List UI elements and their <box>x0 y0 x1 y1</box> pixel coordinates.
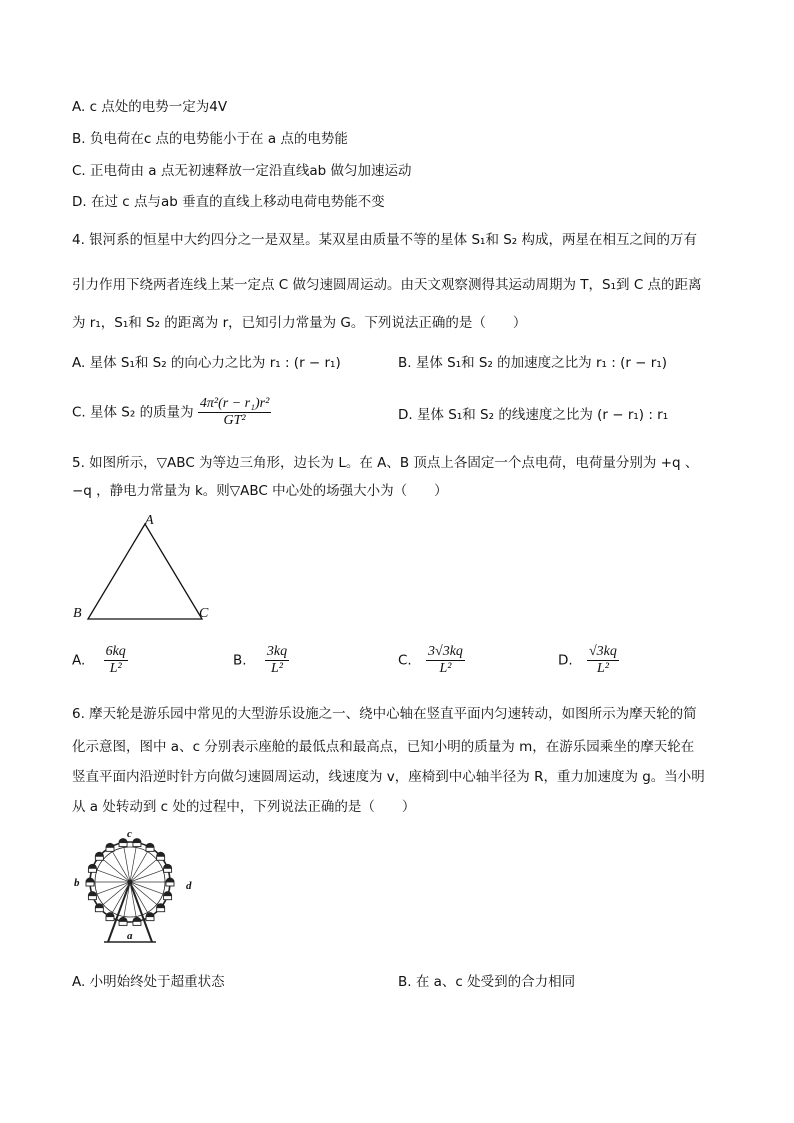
q5-option-a-letter: A. <box>72 652 86 669</box>
q5-option-c-letter: C. <box>398 652 412 669</box>
ferris-cabin-roof <box>163 891 172 896</box>
ferris-cabin-body <box>157 856 165 860</box>
q5-option-b <box>233 644 289 677</box>
q4-option-b: B. 星体 S₁和 S₂ 的加速度之比为 r₁ : (r − r₁) <box>398 355 668 371</box>
ferris-spoke <box>130 856 161 882</box>
ferris-cabin-roof <box>88 864 97 869</box>
q5-stem-line1: 5. 如图所示，▽ABC 为等边三角形，边长为 L。在 A、B 顶点上各固定一个点电荷，电荷量分别为 +q 、 <box>72 455 699 471</box>
q5-option-b-letter: B. <box>233 652 247 669</box>
ferris-label-a: a <box>127 930 133 942</box>
ferris-cabin-roof <box>132 838 141 843</box>
q6-stem-line3: 竖直平面内沿逆时针方向做匀速圆周运动，线速度为 v，座椅到中心轴半径为 R，重力加速度为 g。当小明 <box>72 769 705 785</box>
q5-option-d-numerator: √3kq <box>588 644 617 659</box>
vertex-label-c: C <box>199 606 209 621</box>
q5-option-d <box>558 644 619 677</box>
q4-option-c-denominator: GT² <box>223 413 246 428</box>
q6-stem-line2: 化示意图，图中 a、c 分别表示座舱的最低点和最高点，已知小明的质量为 m，在游乐园乘坐的摩天轮在 <box>72 739 695 755</box>
ferris-cabin-roof <box>106 843 115 848</box>
q4-option-c-numerator: 4π²(r − r₁)r² <box>199 396 270 411</box>
ferris-cabin-body <box>146 847 154 851</box>
ferris-cabin-roof <box>146 843 155 848</box>
ferris-cabin-body <box>157 908 165 912</box>
ferris-cabin-body <box>119 843 127 847</box>
ferris-spoke <box>130 868 168 882</box>
ferris-cabin-body <box>146 917 154 921</box>
q5-option-a-denominator: L² <box>109 661 122 676</box>
q4-option-a: A. 星体 S₁和 S₂ 的向心力之比为 r₁ : (r − r₁) <box>72 355 341 371</box>
q4-stem-line1: 4. 银河系的恒星中大约四分之一是双星。某双星由质量不等的星体 S₁和 S₂ 构成，两星在相互之间的万有 <box>72 232 698 248</box>
ferris-cabin-body <box>95 856 103 860</box>
q5-option-b-denominator: L² <box>270 661 283 676</box>
equilateral-triangle-figure <box>70 512 220 627</box>
ferris-cabin-body <box>133 921 141 925</box>
ferris-cabin-body <box>119 921 127 925</box>
q5-option-c-denominator: L² <box>439 661 452 676</box>
ferris-cabin-body <box>86 882 94 886</box>
ferris-cabin-roof <box>166 878 175 883</box>
q5-option-c-fraction <box>426 644 465 677</box>
prev-option-c: C. 正电荷由 a 点无初速释放一定沿直线ab 做匀加速运动 <box>72 163 412 179</box>
ferris-cabin-roof <box>132 917 141 922</box>
q5-option-b-fraction <box>265 644 289 677</box>
ferris-cabin-roof <box>88 891 97 896</box>
q5-option-d-fraction <box>587 644 619 677</box>
vertex-label-b: B <box>73 606 82 621</box>
q4-stem-line3: 为 r₁，S₁和 S₂ 的距离为 r，已知引力常量为 G。下列说法正确的是（ ） <box>72 315 527 331</box>
prev-option-d: D. 在过 c 点与ab 垂直的直线上移动电荷电势能不变 <box>72 194 385 210</box>
q5-stem-line2: −q ，静电力常量为 k。则▽ABC 中心处的场强大小为（ ） <box>72 483 448 499</box>
ferris-wheel-figure <box>78 830 198 950</box>
ferris-spoke <box>92 882 130 896</box>
q6-option-b: B. 在 a、c 处受到的合力相同 <box>398 974 576 990</box>
ferris-cabin-body <box>88 868 96 872</box>
q5-option-a <box>72 644 128 677</box>
q4-option-c-prefix: C. 星体 S₂ 的质量为 <box>72 404 194 421</box>
q4-stem-line2: 引力作用下绕两者连线上某一定点 C 做匀速圆周运动。由天文观察测得其运动周期为 T，S₁到 C 点的距离 <box>72 277 702 293</box>
ferris-cabin-body <box>164 868 172 872</box>
q6-stem-line4: 从 a 处转动到 c 处的过程中，下列说法正确的是（ ） <box>72 799 416 815</box>
q4-option-c-fraction <box>198 396 271 429</box>
q6-option-a: A. 小明始终处于超重状态 <box>72 974 225 990</box>
q5-option-d-denominator: L² <box>596 661 609 676</box>
ferris-label-d: d <box>186 880 192 892</box>
ferris-cabin-roof <box>119 917 128 922</box>
q4-option-c <box>72 396 271 429</box>
ferris-cabin-body <box>106 847 114 851</box>
prev-option-a: A. c 点处的电势一定为4V <box>72 99 228 115</box>
ferris-cabin-body <box>133 843 141 847</box>
ferris-cabin-body <box>164 896 172 900</box>
q5-option-b-numerator: 3kq <box>266 644 288 659</box>
q5-option-a-numerator: 6kq <box>105 644 126 659</box>
prev-option-b: B. 负电荷在c 点的电势能小于在 a 点的电势能 <box>72 131 348 147</box>
q6-stem-line1: 6. 摩天轮是游乐园中常见的大型游乐设施之一、绕中心轴在竖直平面内匀速转动，如图所示为摩天轮的简 <box>72 706 697 722</box>
ferris-cabin-body <box>106 917 114 921</box>
ferris-cabin-body <box>88 896 96 900</box>
q4-option-d: D. 星体 S₁和 S₂ 的线速度之比为 (r − r₁) : r₁ <box>398 407 669 423</box>
ferris-label-c: c <box>127 828 132 840</box>
ferris-spoke <box>99 856 130 882</box>
q5-option-c-numerator: 3√3kq <box>428 644 463 659</box>
ferris-spoke <box>92 868 130 882</box>
triangle-abc <box>88 524 202 619</box>
ferris-cabin-body <box>166 882 174 886</box>
ferris-hub <box>128 880 133 885</box>
q5-option-c <box>398 644 465 677</box>
q5-option-d-letter: D. <box>558 652 573 669</box>
ferris-cabin-roof <box>163 864 172 869</box>
ferris-label-b: b <box>74 877 80 889</box>
ferris-spoke <box>130 882 168 896</box>
vertex-label-a: A <box>145 513 154 528</box>
ferris-cabin-body <box>95 908 103 912</box>
q5-option-a-fraction <box>104 644 128 677</box>
ferris-cabin-roof <box>86 878 95 883</box>
